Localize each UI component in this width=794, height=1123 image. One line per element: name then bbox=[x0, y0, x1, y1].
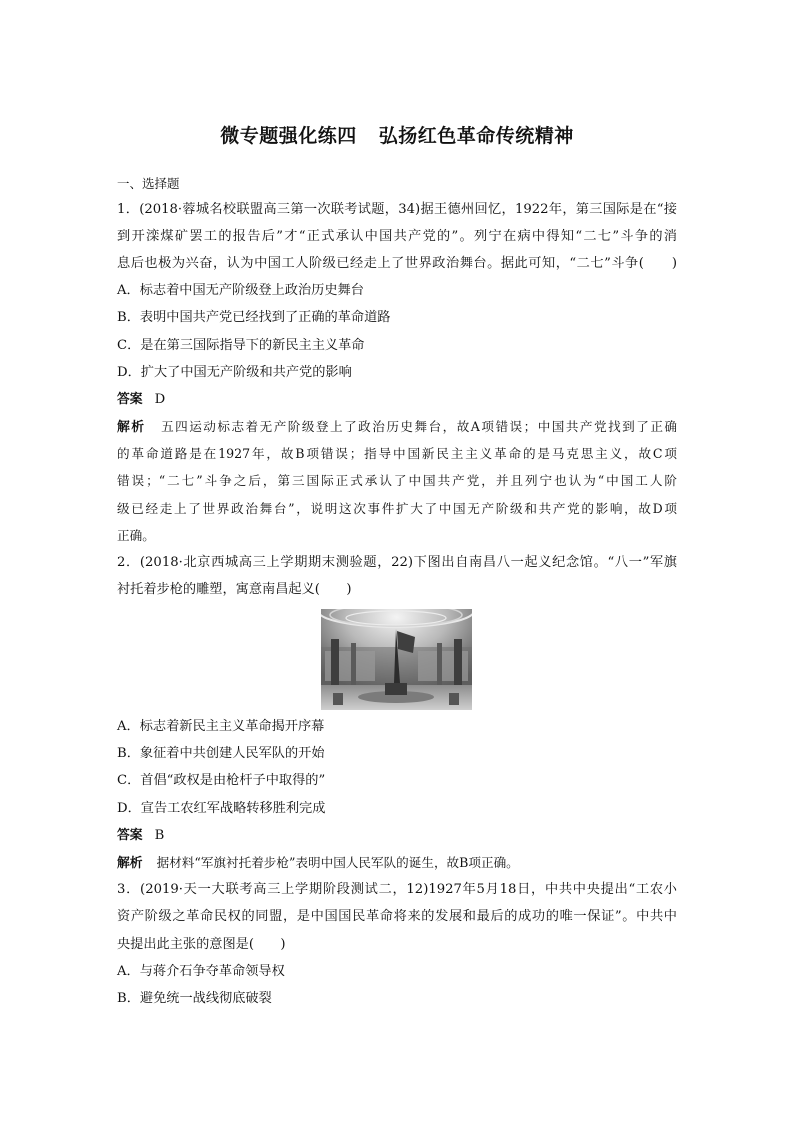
memorial-sculpture-image bbox=[321, 609, 472, 710]
q1-stem-line-2: 到开滦煤矿罢工的报告后”才“正式承认中国共产党的”。列宁在病中得知“二七”斗争的消 bbox=[117, 229, 677, 244]
q2-option-c: C．首倡“政权是由枪杆子中取得的” bbox=[117, 773, 326, 788]
q2-option-b: B．象征着中共创建人民军队的开始 bbox=[117, 746, 325, 761]
q2-answer bbox=[117, 827, 164, 845]
q1-analysis-line-3: 错误；“二七”斗争之后，第三国际正式承认了中国共产党，并且列宁也认为“中国工人阶 bbox=[117, 473, 677, 488]
title-sub: 弘扬红色革命传统精神 bbox=[378, 125, 574, 147]
analysis-label: 解析 bbox=[117, 856, 143, 871]
answer-value: D bbox=[154, 392, 166, 407]
page-title bbox=[0, 121, 794, 148]
q1-stem-line-1: 1．(2018·蓉城名校联盟高三第一次联考试题，34)据王德州回忆，1922年，第三国际是在“接 bbox=[117, 202, 677, 217]
q1-stem-line-3: 息后也极为兴奋，认为中国工人阶级已经走上了世界政治舞台。据此可知，“二七”斗争( ) bbox=[117, 256, 677, 271]
q2-stem-line-1: 2．(2018·北京西城高三上学期期末测验题，22)下图出自南昌八一起义纪念馆。“八一”军旗 bbox=[117, 555, 677, 570]
q1-option-a: A．标志着中国无产阶级登上政治历史舞台 bbox=[117, 283, 364, 298]
q3-option-a: A．与蒋介石争夺革命领导权 bbox=[117, 964, 285, 979]
title-main: 微专题强化练四 bbox=[220, 125, 357, 147]
section-heading: 一、选择题 bbox=[117, 176, 180, 191]
analysis-text: 据材料“军旗衬托着步枪”表明中国人民军队的诞生，故B项正确。 bbox=[156, 855, 519, 870]
q2-analysis-line-1 bbox=[117, 854, 519, 873]
q1-analysis-line-1 bbox=[117, 418, 677, 437]
q2-option-d: D．宣告工农红军战略转移胜利完成 bbox=[117, 801, 326, 816]
q1-analysis-line-2: 的革命道路是在1927年，故B项错误；指导中国新民主主义革命的是马克思主义，故C项 bbox=[117, 446, 677, 461]
q1-answer bbox=[117, 391, 165, 409]
nanchang-memorial-photo bbox=[321, 609, 472, 710]
q1-analysis-line-5: 正确。 bbox=[117, 528, 155, 543]
analysis-text: 五四运动标志着无产阶级登上了政治历史舞台，故A项错误；中国共产党找到了正确 bbox=[159, 419, 677, 434]
q2-option-a: A．标志着新民主主义革命揭开序幕 bbox=[117, 719, 325, 734]
answer-label: 答案 bbox=[117, 828, 143, 843]
q2-stem-line-2: 衬托着步枪的雕塑，寓意南昌起义( ) bbox=[117, 582, 352, 597]
q3-stem-line-1: 3．(2019·天一大联考高三上学期阶段测试二，12)1927年5月18日，中共中央提出“工农小 bbox=[117, 882, 677, 897]
q1-option-c: C．是在第三国际指导下的新民主主义革命 bbox=[117, 338, 365, 353]
q1-option-d: D．扩大了中国无产阶级和共产党的影响 bbox=[117, 365, 352, 380]
answer-value: B bbox=[154, 828, 165, 843]
q3-option-b: B．避免统一战线彻底破裂 bbox=[117, 991, 272, 1006]
analysis-label: 解析 bbox=[117, 420, 146, 435]
answer-label: 答案 bbox=[117, 392, 143, 407]
q1-option-b: B．表明中国共产党已经找到了正确的革命道路 bbox=[117, 310, 391, 325]
q3-stem-line-3: 央提出此主张的意图是( ) bbox=[117, 937, 286, 952]
q3-stem-line-2: 资产阶级之革命民权的同盟，是中国国民革命将来的发展和最后的成功的唯一保证”。中共中 bbox=[117, 909, 677, 924]
q1-analysis-line-4: 级已经走上了世界政治舞台”，说明这次事件扩大了中国无产阶级和共产党的影响，故D项 bbox=[117, 501, 677, 516]
